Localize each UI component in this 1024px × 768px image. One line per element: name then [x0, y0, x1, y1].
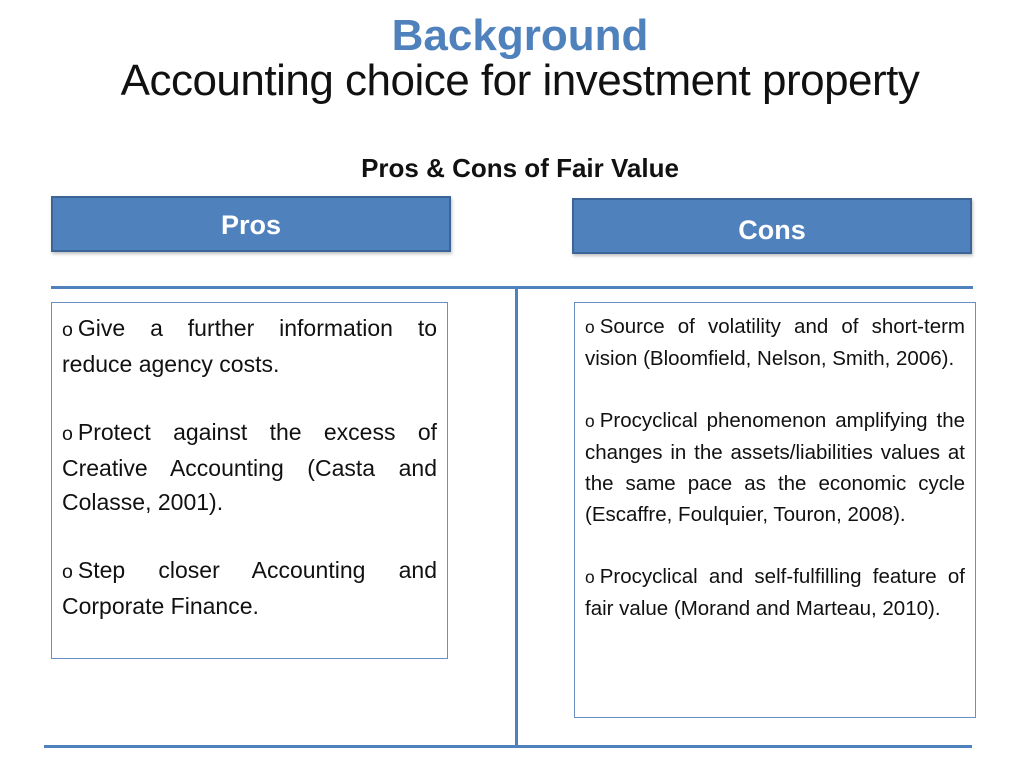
cons-bullet-3: Procyclical and self-fulfilling feature of fair value (Morand and Marteau, 2010).	[585, 565, 965, 620]
bullet-marker: o	[585, 567, 595, 587]
list-item	[62, 553, 437, 623]
pros-bullet-2: Protect against the excess of Creative Accounting (Casta and Colasse, 2001).	[62, 419, 437, 515]
bullet-marker: o	[585, 317, 595, 337]
column-divider	[515, 286, 518, 748]
slide-subtitle: Accounting choice for investment property	[120, 56, 920, 105]
list-item	[585, 561, 965, 624]
list-item	[585, 311, 965, 374]
pros-list	[51, 302, 448, 659]
section-heading: Pros & Cons of Fair Value	[361, 153, 679, 183]
cons-bullet-1: Source of volatility and of short-term vision (Bloomfield, Nelson, Smith, 2006).	[585, 315, 965, 370]
cons-header: Cons	[572, 198, 972, 254]
list-item	[62, 415, 437, 519]
bullet-marker: o	[585, 411, 595, 431]
list-item	[62, 311, 437, 381]
top-divider	[51, 286, 973, 289]
pros-bullet-1: Give a further information to reduce agency costs.	[62, 315, 437, 377]
pros-bullet-3: Step closer Accounting and Corporate Finance.	[62, 557, 437, 619]
cons-list	[574, 302, 976, 718]
pros-header: Pros	[51, 196, 451, 252]
bullet-marker: o	[62, 423, 73, 445]
bottom-divider	[44, 745, 972, 748]
bullet-marker: o	[62, 319, 73, 341]
slide-title: Background	[391, 11, 649, 60]
cons-bullet-2: Procyclical phenomenon amplifying the changes in the assets/liabilities values at the same pace as the economic cycle (Escaffre, Foulquier, Touron, 2008).	[585, 409, 965, 526]
bullet-marker: o	[62, 561, 73, 583]
list-item	[585, 405, 965, 530]
